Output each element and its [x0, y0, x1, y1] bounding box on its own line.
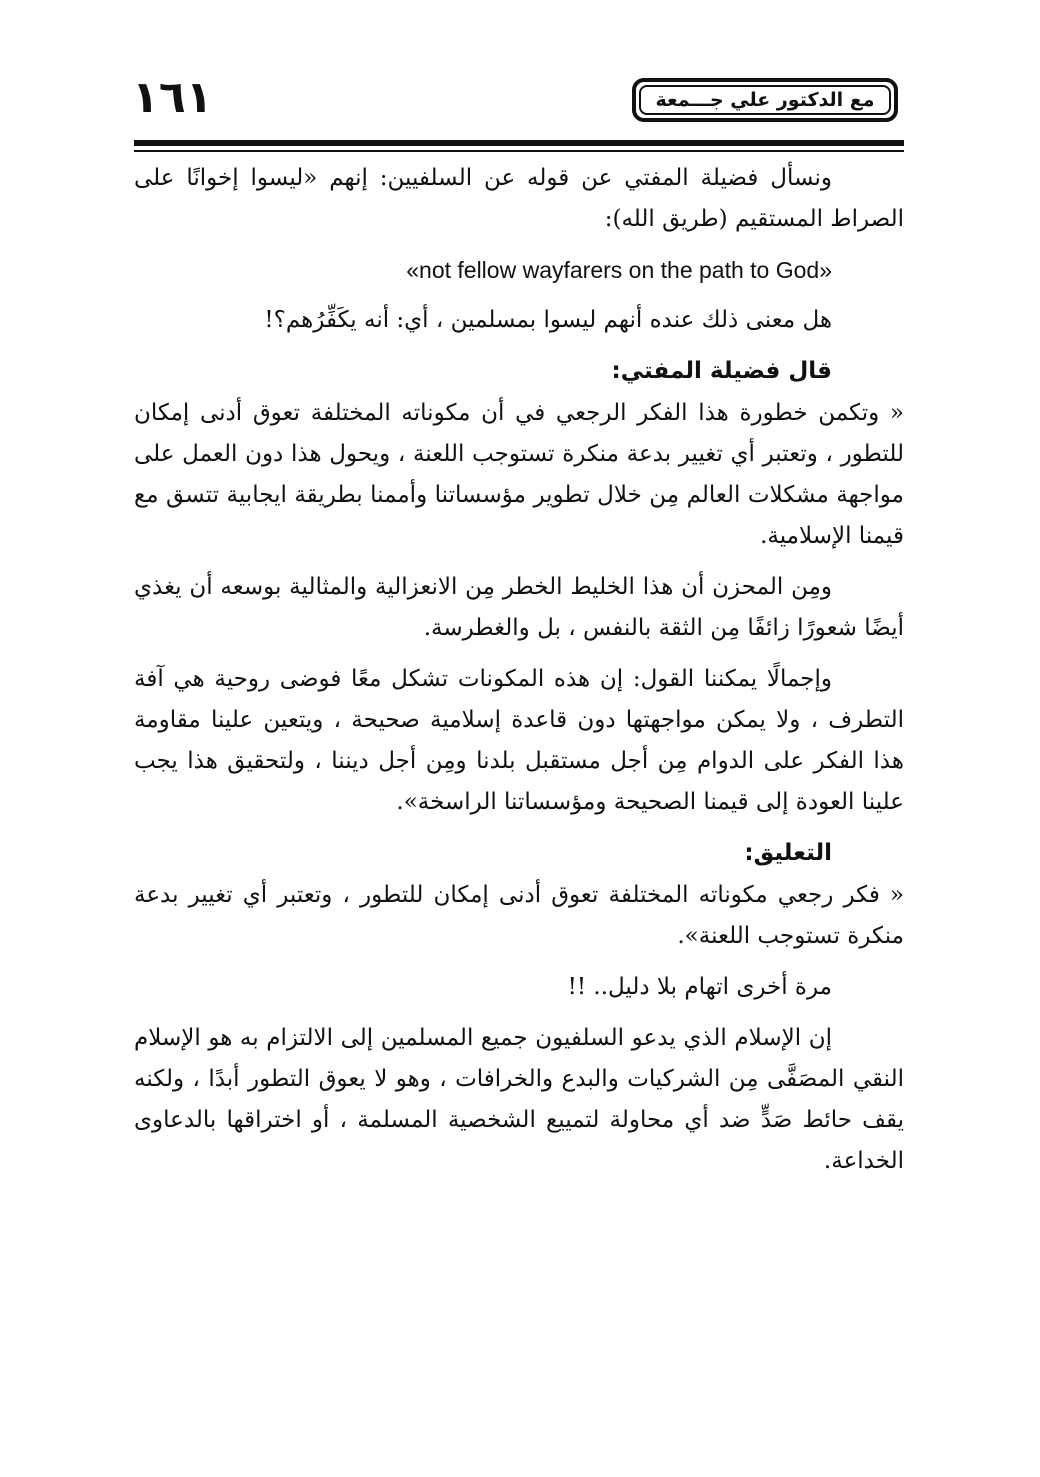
paragraph-mufti-quote-1: « وتكمن خطورة هذا الفكر الرجعي في أن مكوناته المختلفة تعوق أدنى إمكان للتطور ، وتعتبر أي تغيير بدعة منكرة تستوجب اللعنة ، ويحول هذا دون العمل على مواجهة مشكلات العالم مِن خلال تطوير مؤسساتنا وأممنا بطريقة ايجابية تتسق مع قيمنا الإسلامية. [134, 400, 904, 549]
header-rule-thin [134, 150, 904, 152]
paragraph-question-meaning: هل معنى ذلك عنده أنهم ليسوا بمسلمين ، أي: أنه يكَفِّرُهم؟! [264, 307, 832, 333]
paragraph-mufti-quote-3: وإجمالًا يمكننا القول: إن هذه المكونات تشكل معًا فوضى روحية هي آفة التطرف ، ولا يمكن مواجهتها دون قاعدة إسلامية صحيحة ، ويتعين علينا مقاومة هذا الفكر على الدوام مِن أجل مستقبل بلدنا ومِن أجل ديننا ، ولتحقيق هذا يجب علينا العودة إلى قيمنا الصحيحة ومؤسساتنا الراسخة». [134, 666, 904, 815]
paragraph-accusation: مرة أخرى اتهام بلا دليل.. !! [567, 974, 832, 1000]
page-number: ١٦١ [132, 72, 213, 123]
page-header [0, 0, 1040, 160]
paragraph-mufti-quote-2: ومِن المحزن أن هذا الخليط الخطر مِن الانعزالية والمثالية بوسعه أن يغذي أيضًا شعورًا زائفًا مِن الثقة بالنفس ، بل والغطرسة. [134, 574, 904, 641]
heading-comment: التعليق: [744, 840, 832, 866]
heading-mufti-said: قال فضيلة المفتي: [611, 358, 832, 384]
paragraph-question: ونسأل فضيلة المفتي عن قوله عن السلفيين: إنهم «ليسوا إخوانًا على الصراط المستقيم (طريق الله): [134, 165, 904, 232]
running-title-frame [632, 78, 898, 122]
running-title: مع الدكتور علي جـــمعة [639, 85, 891, 115]
page-body [134, 158, 904, 1192]
paragraph-response: إن الإسلام الذي يدعو السلفيون جميع المسلمين إلى الالتزام به هو الإسلام النقي المصَفَّى مِن الشركيات والبدع والخرافات ، وهو لا يعوق التطور أبدًا ، ولكنه يقف حائط صَدٍّ ضد أي محاولة لتمييع الشخصية المسلمة ، أو اختراقها بالدعاوى الخداعة. [134, 1025, 904, 1174]
paragraph-comment-quote: « فكر رجعي مكوناته المختلفة تعوق أدنى إمكان للتطور ، وتعتبر أي تغيير بدعة منكرة تستوجب اللعنة». [134, 882, 904, 949]
english-quote: «not fellow wayfarers on the path to God» [406, 257, 832, 283]
header-rule-thick [134, 140, 904, 146]
